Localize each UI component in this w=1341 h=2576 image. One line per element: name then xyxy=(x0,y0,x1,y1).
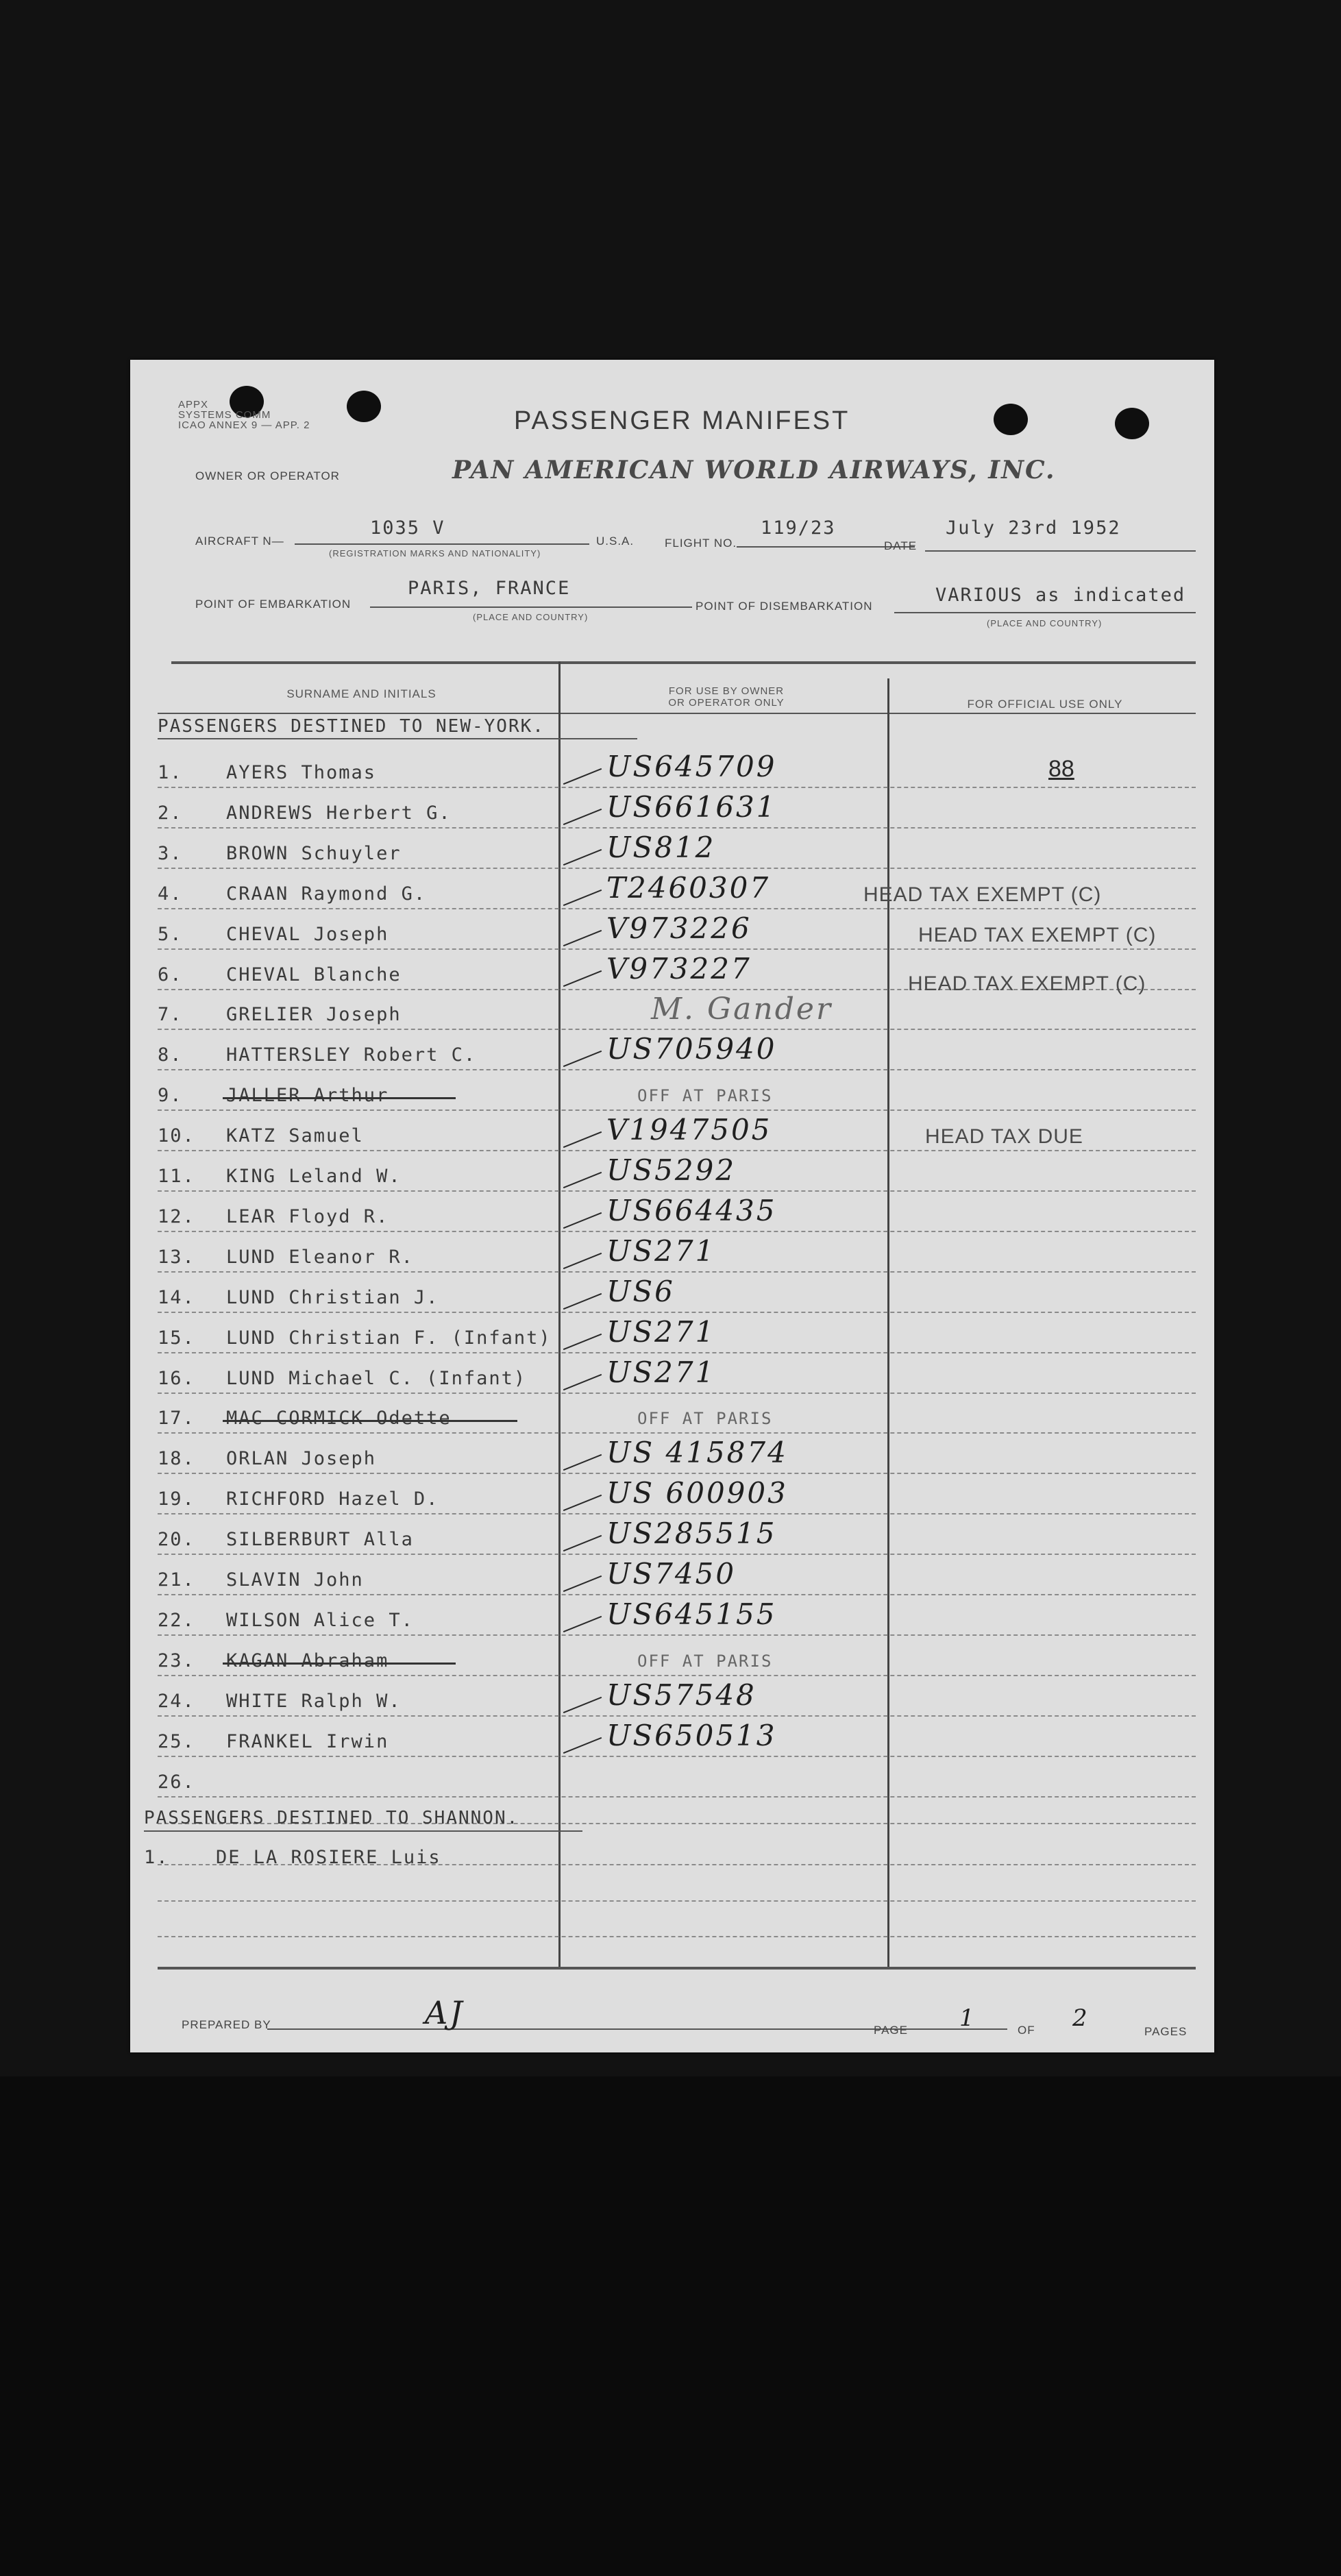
embark-value: PARIS, FRANCE xyxy=(408,578,571,599)
row-rule xyxy=(158,1936,1196,1937)
aircraft-value: 1035 V xyxy=(370,517,445,539)
row-rule xyxy=(158,1796,1196,1798)
row-number: 22. xyxy=(158,1609,195,1631)
row-rule xyxy=(158,1271,1196,1273)
passenger-name: CHEVAL Joseph xyxy=(226,923,389,945)
row-number: 8. xyxy=(158,1044,183,1066)
operator-entry: M. Gander xyxy=(651,992,833,1027)
row-number: 10. xyxy=(158,1125,195,1147)
passenger-name: LUND Christian F. (Infant) xyxy=(226,1327,552,1349)
official-stamp: HEAD TAX EXEMPT (C) xyxy=(863,883,1102,906)
passenger-name: WHITE Ralph W. xyxy=(226,1690,402,1712)
shannon-row-number: 1. xyxy=(144,1847,169,1868)
row-number: 16. xyxy=(158,1367,195,1389)
passenger-name: LUND Christian J. xyxy=(226,1286,439,1308)
passenger-name: RICHFORD Hazel D. xyxy=(226,1488,439,1510)
operator-entry: US57548 xyxy=(606,1678,756,1712)
prepared-label: PREPARED BY xyxy=(182,2018,271,2031)
owner-value: PAN AMERICAN WORLD AIRWAYS, INC. xyxy=(452,456,1056,484)
row-rule xyxy=(158,1715,1196,1717)
check-mark xyxy=(563,1051,602,1067)
row-rule xyxy=(158,1554,1196,1555)
strikethrough xyxy=(223,1663,456,1665)
operator-entry: US812 xyxy=(606,830,716,864)
operator-entry: US664435 xyxy=(606,1193,777,1227)
flight-label: FLIGHT NO. xyxy=(665,537,737,550)
operator-entry: V973226 xyxy=(606,911,752,945)
row-rule xyxy=(158,1675,1196,1676)
operator-entry: US7450 xyxy=(606,1557,737,1591)
operator-entry: US6 xyxy=(606,1274,675,1308)
embark-label: POINT OF EMBARKATION xyxy=(195,598,352,611)
punch-hole xyxy=(1115,408,1149,439)
check-mark xyxy=(563,1575,602,1592)
passenger-name: FRANKEL Irwin xyxy=(226,1730,389,1752)
pages-label: PAGES xyxy=(1144,2025,1188,2038)
flight-value: 119/23 xyxy=(761,517,836,539)
manifest-sheet xyxy=(130,360,1214,2052)
row-number: 4. xyxy=(158,883,183,905)
check-mark xyxy=(563,929,602,946)
row-number: 13. xyxy=(158,1246,195,1268)
check-mark xyxy=(563,1697,602,1713)
date-value: July 23rd 1952 xyxy=(946,517,1121,539)
col-surname-header: SURNAME AND INITIALS xyxy=(286,687,436,700)
row-number: 9. xyxy=(158,1085,183,1107)
section-shannon: PASSENGERS DESTINED TO SHANNON. xyxy=(144,1808,519,1828)
row-number: 17. xyxy=(158,1408,195,1430)
operator-entry: US271 xyxy=(606,1314,716,1349)
preparer-signature: AJ xyxy=(425,1994,465,2031)
disembark-caption: (PLACE AND COUNTRY) xyxy=(987,618,1103,628)
section-new-york: PASSENGERS DESTINED TO NEW-YORK. xyxy=(158,716,545,737)
row-number: 3. xyxy=(158,842,183,864)
operator-entry: OFF AT PARIS xyxy=(637,1086,773,1106)
operator-entry: T2460307 xyxy=(606,870,771,905)
check-mark xyxy=(563,1333,602,1349)
strikethrough xyxy=(223,1420,517,1422)
official-stamp: HEAD TAX DUE xyxy=(925,1125,1083,1149)
row-number: 14. xyxy=(158,1286,195,1308)
row-rule xyxy=(158,787,1196,788)
page-label: PAGE xyxy=(874,2024,908,2037)
row-number: 21. xyxy=(158,1569,195,1591)
operator-entry: V1947505 xyxy=(606,1113,772,1147)
row-number: 26. xyxy=(158,1771,195,1793)
row-number: 25. xyxy=(158,1730,195,1752)
operator-entry: V973227 xyxy=(606,951,752,985)
row-number: 24. xyxy=(158,1690,195,1712)
row-number: 1. xyxy=(158,762,183,783)
owner-label: OWNER OR OPERATOR xyxy=(195,469,340,482)
passenger-name: BROWN Schuyler xyxy=(226,842,402,864)
page-number: 1 xyxy=(959,2004,976,2032)
passenger-name: CRAAN Raymond G. xyxy=(226,883,427,905)
disembark-value: VARIOUS as indicated xyxy=(935,585,1186,606)
passenger-name: KATZ Samuel xyxy=(226,1125,364,1147)
strikethrough xyxy=(223,1097,456,1099)
row-number: 19. xyxy=(158,1488,195,1510)
check-mark xyxy=(563,1373,602,1390)
passenger-name: WILSON Alice T. xyxy=(226,1609,414,1631)
check-mark xyxy=(563,1212,602,1229)
row-number: 5. xyxy=(158,923,183,945)
check-mark xyxy=(563,1293,602,1310)
col-official-header: FOR OFFICIAL USE ONLY xyxy=(967,698,1123,711)
row-rule xyxy=(158,1594,1196,1595)
operator-entry: US661631 xyxy=(606,789,777,824)
operator-entry: US271 xyxy=(606,1234,716,1268)
passenger-name: LUND Michael C. (Infant) xyxy=(226,1367,527,1389)
row-rule xyxy=(158,827,1196,829)
row-rule xyxy=(158,1756,1196,1757)
row-rule xyxy=(158,1069,1196,1070)
row-number: 15. xyxy=(158,1327,195,1349)
aircraft-label: AIRCRAFT N— xyxy=(195,535,284,548)
row-number: 6. xyxy=(158,964,183,985)
operator-entry: US650513 xyxy=(606,1718,777,1752)
column-divider xyxy=(887,678,889,1967)
check-mark xyxy=(563,1616,602,1632)
passenger-name: SLAVIN John xyxy=(226,1569,364,1591)
row-rule xyxy=(158,1352,1196,1353)
row-number: 12. xyxy=(158,1205,195,1227)
passenger-name: ANDREWS Herbert G. xyxy=(226,802,452,824)
check-mark xyxy=(563,1253,602,1269)
check-mark xyxy=(563,1131,602,1148)
check-mark xyxy=(563,1495,602,1511)
page-title: PASSENGER MANIFEST xyxy=(514,406,850,435)
row-rule xyxy=(158,1634,1196,1636)
operator-entry: US 415874 xyxy=(606,1436,788,1470)
row-rule xyxy=(158,948,1196,950)
row-rule xyxy=(158,1473,1196,1474)
operator-entry: US 600903 xyxy=(606,1476,788,1510)
passenger-name: MAC CORMICK Odette xyxy=(226,1408,452,1430)
passenger-name: KAGAN Abraham xyxy=(226,1649,389,1671)
col-operator-header: FOR USE BY OWNER OR OPERATOR ONLY xyxy=(668,685,785,709)
row-rule xyxy=(158,1231,1196,1232)
passenger-name: LUND Eleanor R. xyxy=(226,1246,414,1268)
operator-entry: US5292 xyxy=(606,1153,737,1187)
row-number: 20. xyxy=(158,1529,195,1551)
check-mark xyxy=(563,1172,602,1188)
operator-entry: OFF AT PARIS xyxy=(637,1409,773,1429)
check-mark xyxy=(563,890,602,906)
operator-entry: US271 xyxy=(606,1355,716,1389)
operator-entry: US645155 xyxy=(606,1597,777,1631)
passenger-name: HATTERSLEY Robert C. xyxy=(226,1044,477,1066)
row-rule xyxy=(158,1029,1196,1030)
passenger-name: KING Leland W. xyxy=(226,1166,402,1187)
page-total: 2 xyxy=(1072,2004,1090,2032)
row-number: 18. xyxy=(158,1448,195,1470)
of-label: OF xyxy=(1018,2024,1035,2037)
row-rule xyxy=(158,1864,1196,1865)
check-mark xyxy=(563,1737,602,1753)
embark-caption: (PLACE AND COUNTRY) xyxy=(473,612,589,622)
passenger-name: LEAR Floyd R. xyxy=(226,1205,389,1227)
official-stamp: HEAD TAX EXEMPT (C) xyxy=(908,972,1146,995)
passenger-count: 88 xyxy=(1048,756,1074,782)
operator-entry: US705940 xyxy=(606,1032,777,1066)
check-mark xyxy=(563,768,602,785)
check-mark xyxy=(563,809,602,825)
row-rule xyxy=(158,1190,1196,1192)
official-stamp: HEAD TAX EXEMPT (C) xyxy=(918,923,1157,946)
row-number: 2. xyxy=(158,802,183,824)
operator-entry: US285515 xyxy=(606,1517,777,1551)
check-mark xyxy=(563,849,602,866)
row-rule xyxy=(158,1109,1196,1111)
passenger-name: ORLAN Joseph xyxy=(226,1448,377,1470)
row-rule xyxy=(158,1513,1196,1514)
check-mark xyxy=(563,1535,602,1551)
form-reference: APPX SYSTEMS COMM ICAO ANNEX 9 — APP. 2 xyxy=(178,399,310,431)
passenger-name: GRELIER Joseph xyxy=(226,1004,402,1026)
date-label: DATE xyxy=(884,539,918,552)
operator-entry: OFF AT PARIS xyxy=(637,1651,773,1671)
passenger-name: JALLER Arthur xyxy=(226,1085,389,1107)
check-mark xyxy=(563,1454,602,1471)
nationality: U.S.A. xyxy=(596,535,635,548)
passenger-name: AYERS Thomas xyxy=(226,762,377,783)
punch-hole xyxy=(994,404,1028,435)
passenger-name: CHEVAL Blanche xyxy=(226,964,402,985)
punch-hole xyxy=(347,391,381,422)
scan-background xyxy=(0,2076,1341,2576)
row-number: 23. xyxy=(158,1649,195,1671)
row-rule xyxy=(158,1900,1196,1902)
operator-entry: US645709 xyxy=(606,750,777,783)
disembark-label: POINT OF DISEMBARKATION xyxy=(696,600,873,613)
row-rule xyxy=(158,1432,1196,1434)
row-number: 7. xyxy=(158,1004,183,1026)
row-rule xyxy=(158,1312,1196,1313)
registration-caption: (REGISTRATION MARKS AND NATIONALITY) xyxy=(329,548,541,559)
row-rule xyxy=(158,868,1196,869)
row-rule xyxy=(158,908,1196,909)
column-divider xyxy=(558,661,561,1967)
row-rule xyxy=(158,1393,1196,1394)
passenger-name: SILBERBURT Alla xyxy=(226,1529,414,1551)
row-number: 11. xyxy=(158,1166,195,1187)
shannon-row-name: DE LA ROSIERE Luis xyxy=(216,1847,441,1868)
check-mark xyxy=(563,970,602,986)
row-rule xyxy=(158,1150,1196,1151)
